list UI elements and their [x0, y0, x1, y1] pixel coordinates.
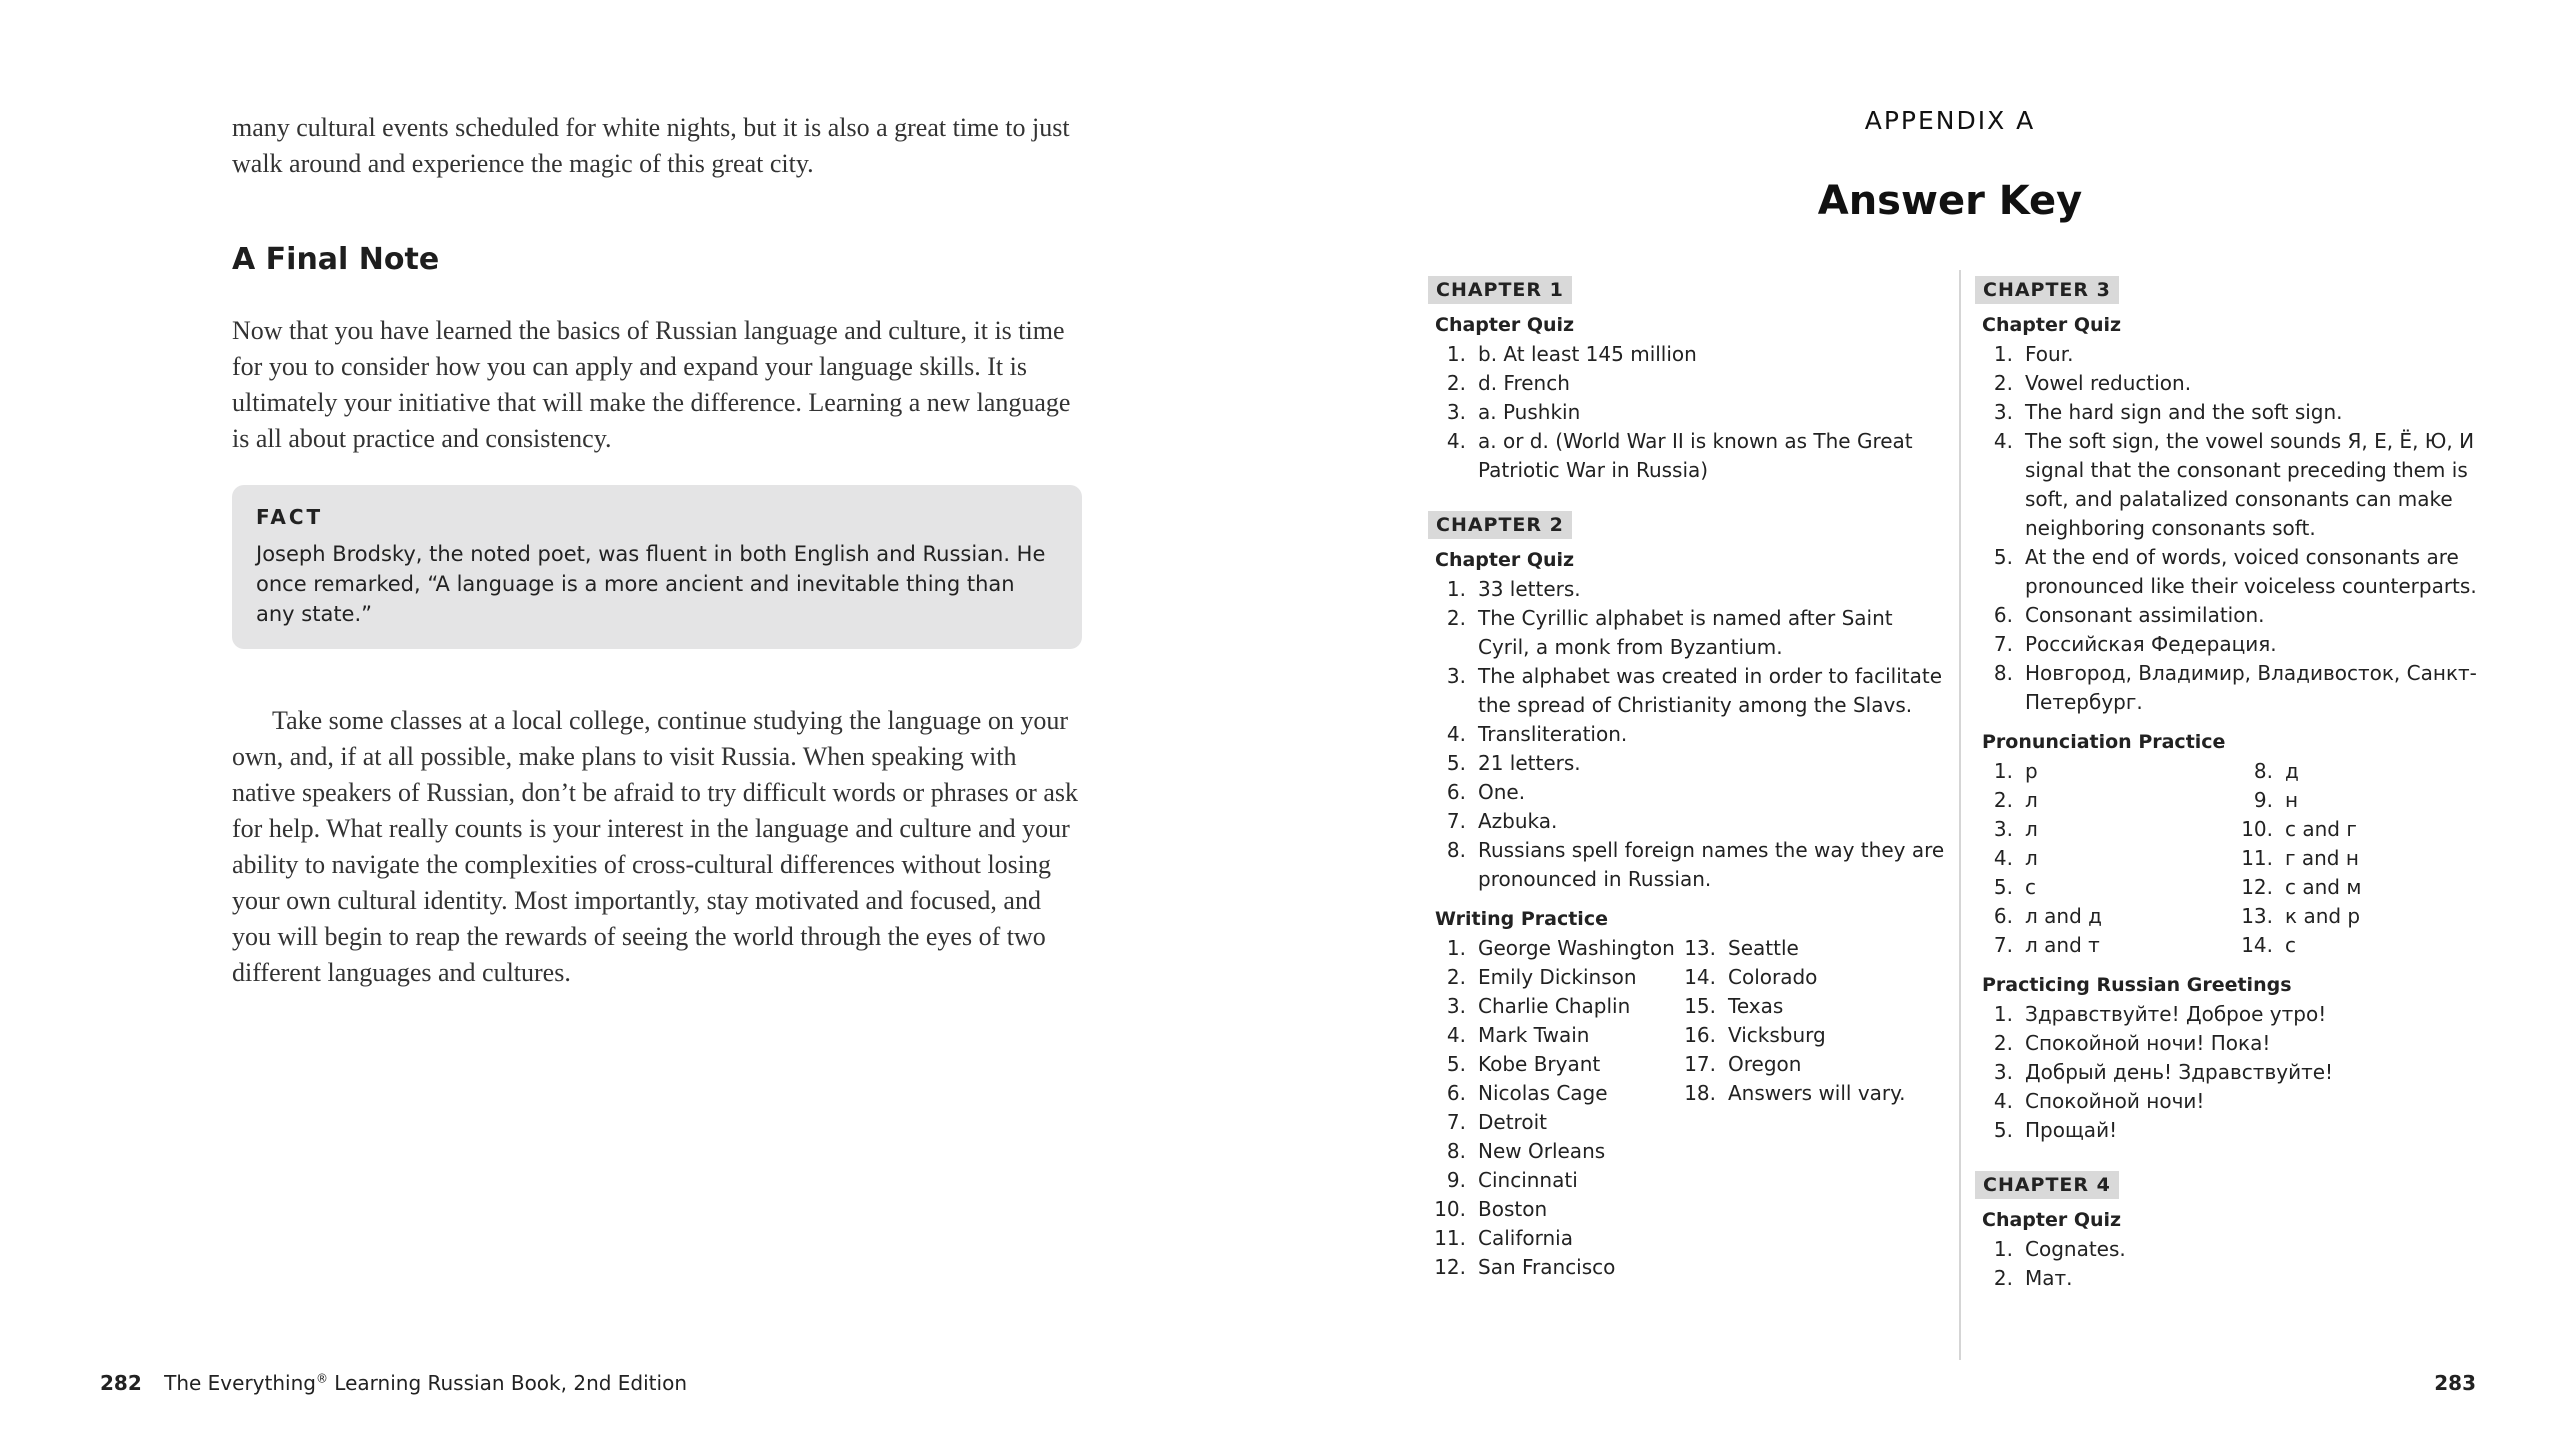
answer-item	[1975, 543, 2495, 601]
answer-item	[1428, 1137, 1678, 1166]
answer-item	[1428, 1224, 1678, 1253]
answer-number: 1.	[1993, 342, 2013, 366]
answer-number: 10.	[1434, 1197, 1466, 1221]
answer-item	[1975, 844, 2235, 873]
answer-number: 2.	[1446, 606, 1466, 630]
answer-number: 5.	[1993, 875, 2013, 899]
answer-item	[1975, 1116, 2495, 1145]
column-divider	[1959, 270, 1961, 1360]
answer-text: Kobe Bryant	[1478, 1052, 1601, 1076]
answer-number: 13.	[1684, 936, 1716, 960]
answer-text: Прощай!	[2025, 1118, 2118, 1142]
answer-item	[1678, 992, 1905, 1021]
answer-item	[2235, 902, 2361, 931]
answer-item	[1428, 1166, 1678, 1195]
answer-number: 4.	[1446, 429, 1466, 453]
answer-text: Four.	[2025, 342, 2074, 366]
answer-number: 6.	[1446, 1081, 1466, 1105]
appendix-label: APPENDIX A	[1864, 106, 2036, 135]
answer-text: с	[2025, 875, 2036, 899]
answer-text: Cognates.	[2025, 1237, 2126, 1261]
answer-text: г and н	[2285, 846, 2359, 870]
answer-number: 8.	[1993, 661, 2013, 685]
page-number-right: 283	[2434, 1371, 2476, 1395]
answer-number: 5.	[1446, 1052, 1466, 1076]
answer-item	[1975, 1000, 2495, 1029]
answer-number: 4.	[1993, 429, 2013, 453]
answer-number: 6.	[1993, 904, 2013, 928]
answer-number: 5.	[1993, 545, 2013, 569]
answer-number: 2.	[1993, 1031, 2013, 1055]
chapter-1-tag: CHAPTER 1	[1428, 276, 1572, 304]
answer-text: с	[2285, 933, 2296, 957]
answer-text: The Cyrillic alphabet is named after Saint Cyril, a monk from Byzantium.	[1478, 606, 1893, 659]
answer-text: Colorado	[1728, 965, 1818, 989]
answer-number: 1.	[1446, 577, 1466, 601]
answer-item	[1428, 720, 1948, 749]
answer-number: 2.	[1993, 371, 2013, 395]
fact-box	[232, 485, 1082, 649]
answer-number: 4.	[1993, 846, 2013, 870]
answer-text: к and р	[2285, 904, 2361, 928]
answer-text: The soft sign, the vowel sounds Я, Е, Ё, Ю, И signal that the consonant preceding them is soft, and palatalized consonants can make neighboring consonants soft.	[2025, 429, 2475, 540]
answer-number: 15.	[1684, 994, 1716, 1018]
writing-practice-list-right	[1678, 934, 1905, 1282]
answer-number: 10.	[2241, 817, 2273, 841]
chapter-4-tag: CHAPTER 4	[1975, 1171, 2119, 1199]
answer-number: 7.	[1993, 632, 2013, 656]
answer-item	[1975, 786, 2235, 815]
answer-item	[1975, 1235, 2495, 1264]
answer-number: 2.	[1446, 965, 1466, 989]
answer-number: 11.	[2241, 846, 2273, 870]
answer-item	[1975, 427, 2495, 543]
answer-item	[1975, 931, 2235, 960]
answer-text: 33 letters.	[1478, 577, 1581, 601]
answer-column-left	[1428, 276, 1948, 1296]
answer-text: San Francisco	[1478, 1255, 1616, 1279]
answer-item	[1428, 963, 1678, 992]
answer-item	[1428, 1050, 1678, 1079]
answer-item	[1428, 662, 1948, 720]
answer-number: 3.	[1993, 400, 2013, 424]
answer-text: Boston	[1478, 1197, 1548, 1221]
answer-text: a. Pushkin	[1478, 400, 1581, 424]
answer-text: Consonant assimilation.	[2025, 603, 2265, 627]
answer-item	[1678, 934, 1905, 963]
answer-text: Vicksburg	[1728, 1023, 1826, 1047]
pronunciation-practice-heading: Pronunciation Practice	[1982, 731, 2226, 753]
answer-text: Мат.	[2025, 1266, 2073, 1290]
answer-text: Российская Федерация.	[2025, 632, 2277, 656]
registered-mark: ®	[315, 1371, 328, 1386]
chapter-1-quiz-heading: Chapter Quiz	[1435, 314, 1575, 336]
answer-item	[1428, 604, 1948, 662]
answer-item	[1428, 1108, 1678, 1137]
answer-number: 8.	[1446, 838, 1466, 862]
answer-item	[1428, 1195, 1678, 1224]
answer-text: Спокойной ночи! Пока!	[2025, 1031, 2271, 1055]
answer-text: Добрый день! Здравствуйте!	[2025, 1060, 2334, 1084]
answer-item	[1678, 1021, 1905, 1050]
writing-practice-heading: Writing Practice	[1435, 908, 1608, 930]
answer-item	[1678, 963, 1905, 992]
answer-number: 1.	[1993, 1237, 2013, 1261]
answer-text: Nicolas Cage	[1478, 1081, 1608, 1105]
answer-item	[1428, 398, 1948, 427]
answer-item	[2235, 786, 2361, 815]
answer-number: 18.	[1684, 1081, 1716, 1105]
answer-item	[1428, 778, 1948, 807]
answer-number: 14.	[2241, 933, 2273, 957]
chapter-2-quiz-heading: Chapter Quiz	[1435, 549, 1575, 571]
chapter-2-quiz-list	[1428, 575, 1948, 894]
answer-number: 2.	[1446, 371, 1466, 395]
chapter-3-tag: CHAPTER 3	[1975, 276, 2119, 304]
answer-item	[1975, 659, 2495, 717]
answer-item	[1975, 873, 2235, 902]
answer-number: 1.	[1993, 759, 2013, 783]
answer-text: b. At least 145 million	[1478, 342, 1697, 366]
answer-number: 6.	[1993, 603, 2013, 627]
answer-number: 8.	[2253, 759, 2273, 783]
answer-number: 2.	[1993, 788, 2013, 812]
answer-number: 14.	[1684, 965, 1716, 989]
greetings-list	[1975, 1000, 2495, 1145]
book-title-start: The Everything	[164, 1371, 316, 1395]
answer-item	[1428, 1079, 1678, 1108]
answer-item	[1975, 630, 2495, 659]
answer-item	[1428, 836, 1948, 894]
answer-item	[1428, 575, 1948, 604]
answer-text: с and г	[2285, 817, 2357, 841]
answer-text: Спокойной ночи!	[2025, 1089, 2205, 1113]
answer-item	[1678, 1079, 1905, 1108]
answer-number: 6.	[1446, 780, 1466, 804]
answer-text: Oregon	[1728, 1052, 1802, 1076]
answer-number: 9.	[2253, 788, 2273, 812]
answer-text: Answers will vary.	[1728, 1081, 1906, 1105]
answer-number: 11.	[1434, 1226, 1466, 1250]
answer-text: The alphabet was created in order to facilitate the spread of Christianity among the Slavs.	[1478, 664, 1943, 717]
answer-number: 8.	[1446, 1139, 1466, 1163]
chapter-3-quiz-heading: Chapter Quiz	[1982, 314, 2122, 336]
answer-item	[2235, 931, 2361, 960]
answer-number: 3.	[1446, 994, 1466, 1018]
greetings-practice-heading: Practicing Russian Greetings	[1982, 974, 2292, 996]
answer-item	[1428, 427, 1948, 485]
answer-text: л and т	[2025, 933, 2100, 957]
answer-number: 7.	[1446, 809, 1466, 833]
answer-number: 3.	[1993, 1060, 2013, 1084]
answer-number: 16.	[1684, 1023, 1716, 1047]
answer-text: л	[2025, 788, 2038, 812]
answer-number: 12.	[2241, 875, 2273, 899]
answer-text: Texas	[1728, 994, 1784, 1018]
answer-number: 13.	[2241, 904, 2273, 928]
left-page	[232, 110, 1082, 991]
answer-number: 7.	[1446, 1110, 1466, 1134]
answer-text: Vowel reduction.	[2025, 371, 2192, 395]
pronunciation-list-right	[2235, 757, 2361, 960]
answer-number: 4.	[1446, 1023, 1466, 1047]
book-title-rest: Learning Russian Book, 2nd Edition	[327, 1371, 687, 1395]
answer-item	[2235, 757, 2361, 786]
answer-text: Detroit	[1478, 1110, 1547, 1134]
closing-paragraph: Take some classes at a local college, continue studying the language on your own, and, if at all possible, make plans to visit Russia. When speaking with native speakers of Russian, don’t be afraid to try difficult words or phrases or ask for help. What really counts is your interest in the language and culture and your ability to navigate the complexities of cross-cultural differences without losing your own cultural identity. Most importantly, stay motivated and focused, and you will begin to reap the rewards of seeing the world through the eyes of two different languages and cultures.	[232, 706, 1079, 987]
pronunciation-list-left	[1975, 757, 2235, 960]
answer-item	[1975, 601, 2495, 630]
answer-number: 9.	[1446, 1168, 1466, 1192]
answer-number: 4.	[1446, 722, 1466, 746]
answer-number: 3.	[1446, 664, 1466, 688]
answer-item	[1975, 369, 2495, 398]
chapter-1-quiz-list	[1428, 340, 1948, 485]
chapter-3-quiz-list	[1975, 340, 2495, 717]
answer-item	[1975, 815, 2235, 844]
answer-text: d. French	[1478, 371, 1570, 395]
answer-text: Charlie Chaplin	[1478, 994, 1631, 1018]
page-title: Answer Key	[1817, 178, 2083, 224]
answer-item	[1428, 992, 1678, 1021]
writing-practice-list-left	[1428, 934, 1678, 1282]
answer-text: California	[1478, 1226, 1573, 1250]
answer-text: с and м	[2285, 875, 2362, 899]
answer-text: Azbuka.	[1478, 809, 1558, 833]
answer-column-right	[1975, 276, 2495, 1307]
answer-text: a. or d. (World War II is known as The Great Patriotic War in Russia)	[1478, 429, 1913, 482]
answer-number: 5.	[1993, 1118, 2013, 1142]
answer-text: д	[2285, 759, 2299, 783]
answer-item	[1975, 902, 2235, 931]
answer-item	[2235, 873, 2361, 902]
answer-number: 1.	[1446, 936, 1466, 960]
answer-text: н	[2285, 788, 2299, 812]
answer-text: Emily Dickinson	[1478, 965, 1637, 989]
page-number-left: 282	[100, 1371, 142, 1395]
answer-text: Здравствуйте! Доброе утро!	[2025, 1002, 2327, 1026]
answer-text: л	[2025, 817, 2038, 841]
answer-item	[1975, 1029, 2495, 1058]
answer-item	[1428, 934, 1678, 963]
answer-text: Transliteration.	[1478, 722, 1628, 746]
final-note-paragraph: Now that you have learned the basics of Russian language and culture, it is time for you to consider how you can apply and expand your language skills. It is ultimately your initiative that will make the difference. Learning a new language is all about practice and consistency.	[232, 316, 1071, 453]
intro-paragraph: many cultural events scheduled for white nights, but it is also a great time to just walk around and experience the magic of this great city.	[232, 113, 1070, 178]
answer-item	[1428, 1021, 1678, 1050]
answer-text: Новгород, Владимир, Владивосток, Санкт-Петербург.	[2025, 661, 2477, 714]
answer-number: 4.	[1993, 1089, 2013, 1113]
answer-text: Mark Twain	[1478, 1023, 1590, 1047]
answer-number: 1.	[1446, 342, 1466, 366]
answer-item	[1428, 807, 1948, 836]
answer-text: 21 letters.	[1478, 751, 1581, 775]
answer-number: 2.	[1993, 1266, 2013, 1290]
chapter-4-quiz-list	[1975, 1235, 2495, 1293]
answer-number: 3.	[1993, 817, 2013, 841]
footer-left	[100, 1371, 687, 1395]
section-heading: A Final Note	[232, 242, 440, 277]
fact-label: FACT	[256, 505, 324, 529]
answer-text: Cincinnati	[1478, 1168, 1578, 1192]
answer-number: 1.	[1993, 1002, 2013, 1026]
answer-item	[1678, 1050, 1905, 1079]
answer-number: 3.	[1446, 400, 1466, 424]
answer-text: The hard sign and the soft sign.	[2025, 400, 2343, 424]
answer-text: Seattle	[1728, 936, 1799, 960]
answer-number: 5.	[1446, 751, 1466, 775]
fact-text: Joseph Brodsky, the noted poet, was fluent in both English and Russian. He once remarked, “A language is a more ancient and inevitable thing than any state.”	[256, 542, 1046, 626]
answer-number: 7.	[1993, 933, 2013, 957]
answer-item	[1428, 340, 1948, 369]
answer-item	[1975, 757, 2235, 786]
answer-item	[1428, 749, 1948, 778]
answer-item	[2235, 815, 2361, 844]
book-title	[164, 1371, 687, 1395]
answer-number: 12.	[1434, 1255, 1466, 1279]
chapter-4-quiz-heading: Chapter Quiz	[1982, 1209, 2122, 1231]
answer-item	[1428, 1253, 1678, 1282]
answer-item	[1428, 369, 1948, 398]
pronunciation-practice-lists	[1975, 757, 2495, 960]
answer-text: At the end of words, voiced consonants are pronounced like their voiceless counterparts.	[2025, 545, 2477, 598]
answer-item	[1975, 398, 2495, 427]
answer-text: л and д	[2025, 904, 2102, 928]
answer-text: One.	[1478, 780, 1526, 804]
answer-item	[1975, 1058, 2495, 1087]
answer-item	[2235, 844, 2361, 873]
answer-item	[1975, 340, 2495, 369]
answer-text: George Washington	[1478, 936, 1675, 960]
writing-practice-lists	[1428, 934, 1948, 1282]
chapter-2-tag: CHAPTER 2	[1428, 511, 1572, 539]
answer-number: 17.	[1684, 1052, 1716, 1076]
answer-text: л	[2025, 846, 2038, 870]
answer-text: New Orleans	[1478, 1139, 1606, 1163]
answer-item	[1975, 1264, 2495, 1293]
answer-item	[1975, 1087, 2495, 1116]
answer-text: р	[2025, 759, 2038, 783]
answer-text: Russians spell foreign names the way they are pronounced in Russian.	[1478, 838, 1945, 891]
